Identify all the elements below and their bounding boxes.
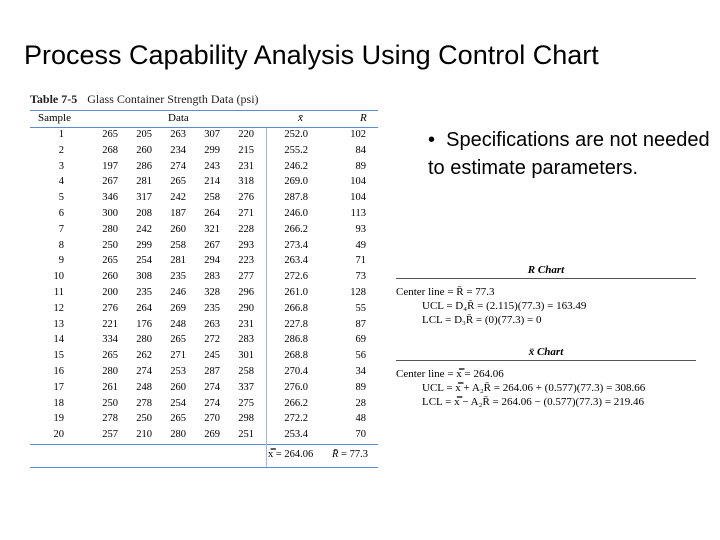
header-xbar: x̄	[298, 112, 303, 124]
cell-data: 248	[170, 318, 186, 330]
cell-xbar: 276.0	[284, 381, 308, 393]
cell-sample: 7	[58, 223, 64, 235]
cell-data: 321	[204, 223, 220, 235]
xbar-chart-ucl: UCL = x̿ + A₂R̄ = 264.06 + (0.577)(77.3) = 308.66	[422, 382, 646, 394]
cell-xbar: 266.2	[284, 223, 308, 235]
table-row	[30, 223, 378, 239]
cell-r: 28	[355, 397, 366, 409]
cell-data: 254	[136, 255, 152, 267]
cell-data: 265	[170, 176, 186, 188]
cell-data: 265	[170, 413, 186, 425]
cell-data: 287	[204, 365, 220, 377]
cell-data: 293	[238, 239, 254, 251]
bullet-point	[428, 126, 713, 182]
cell-data: 296	[238, 286, 254, 298]
cell-sample: 6	[58, 207, 64, 219]
cell-data: 263	[170, 129, 186, 140]
cell-data: 280	[102, 223, 118, 235]
cell-data: 235	[204, 302, 220, 314]
cell-xbar: 246.0	[284, 207, 308, 219]
cell-data: 318	[238, 176, 254, 188]
cell-data: 234	[170, 144, 186, 156]
cell-data: 275	[238, 397, 254, 409]
bullet-text: Specifications are not needed to estimate parameters.	[428, 129, 710, 179]
xbar-chart-formulas	[396, 346, 696, 409]
mean-range-value: = 77.3	[341, 448, 368, 460]
cell-xbar: 272.6	[284, 271, 308, 283]
cell-data: 269	[204, 429, 220, 441]
cell-xbar: 246.2	[284, 160, 308, 172]
cell-r: 87	[355, 318, 366, 330]
cell-data: 307	[204, 129, 220, 140]
cell-sample: 4	[58, 176, 64, 188]
cell-r: 71	[355, 255, 366, 267]
r-chart-formulas	[396, 264, 696, 327]
cell-data: 270	[204, 413, 220, 425]
cell-r: 48	[355, 413, 366, 425]
cell-sample: 17	[53, 381, 64, 393]
cell-data: 235	[170, 271, 186, 283]
cell-sample: 20	[53, 429, 64, 441]
cell-sample: 16	[53, 365, 64, 377]
cell-data: 267	[204, 239, 220, 251]
cell-data: 245	[204, 350, 220, 362]
r-chart-lcl: LCL = D₃R̄ = (0)(77.3) = 0	[422, 314, 542, 326]
cell-data: 250	[102, 397, 118, 409]
cell-data: 215	[238, 144, 254, 156]
strength-data-table	[30, 92, 378, 468]
cell-xbar: 266.2	[284, 397, 308, 409]
cell-data: 246	[170, 286, 186, 298]
grand-mean-value: = 264.06	[275, 448, 314, 460]
cell-data: 267	[102, 176, 118, 188]
cell-data: 268	[102, 144, 118, 156]
table-row	[30, 428, 378, 444]
table-row	[30, 207, 378, 223]
grand-mean-symbol: x̿	[268, 448, 274, 460]
mean-range-symbol: R̄	[332, 448, 339, 460]
table-header	[30, 111, 378, 127]
cell-data: 251	[238, 429, 254, 441]
cell-sample: 3	[58, 160, 64, 172]
cell-data: 290	[238, 302, 254, 314]
cell-data: 220	[238, 129, 254, 140]
cell-data: 264	[136, 302, 152, 314]
table-footer	[30, 445, 378, 467]
cell-data: 265	[102, 129, 118, 140]
cell-r: 56	[355, 350, 366, 362]
table-row	[30, 302, 378, 318]
table-row	[30, 412, 378, 428]
cell-r: 93	[355, 223, 366, 235]
cell-sample: 19	[53, 413, 64, 425]
cell-data: 269	[170, 302, 186, 314]
cell-data: 261	[102, 381, 118, 393]
cell-data: 265	[102, 350, 118, 362]
cell-data: 294	[204, 255, 220, 267]
cell-r: 70	[355, 429, 366, 441]
cell-data: 235	[136, 286, 152, 298]
table-row	[30, 349, 378, 365]
cell-data: 260	[102, 271, 118, 283]
cell-data: 272	[204, 334, 220, 346]
cell-xbar: 272.2	[284, 413, 308, 425]
cell-xbar: 252.0	[284, 129, 308, 140]
cell-data: 271	[170, 350, 186, 362]
cell-data: 278	[102, 413, 118, 425]
cell-r: 102	[350, 129, 366, 140]
cell-data: 301	[238, 350, 254, 362]
cell-data: 253	[170, 365, 186, 377]
table-bottom-rule	[30, 467, 378, 468]
cell-xbar: 268.8	[284, 350, 308, 362]
cell-sample: 15	[53, 350, 64, 362]
cell-r: 34	[355, 365, 366, 377]
table-label: Table 7-5	[30, 92, 78, 106]
cell-r: 49	[355, 239, 366, 251]
table-caption	[30, 92, 378, 108]
slide-title: Process Capability Analysis Using Control Chart	[24, 40, 599, 70]
table-row	[30, 397, 378, 413]
cell-r: 73	[355, 271, 366, 283]
cell-data: 242	[136, 223, 152, 235]
xbar-chart-lcl: LCL = x̿ − A₂R̄ = 264.06 − (0.577)(77.3) = 219.46	[422, 396, 645, 408]
cell-data: 277	[238, 271, 254, 283]
cell-data: 308	[136, 271, 152, 283]
cell-data: 299	[136, 239, 152, 251]
cell-data: 280	[102, 365, 118, 377]
mean-range	[332, 449, 368, 460]
cell-sample: 1	[58, 129, 64, 140]
cell-data: 300	[102, 207, 118, 219]
cell-r: 84	[355, 144, 366, 156]
cell-xbar: 261.0	[284, 286, 308, 298]
cell-data: 281	[170, 255, 186, 267]
cell-data: 346	[102, 192, 118, 204]
cell-data: 228	[238, 223, 254, 235]
cell-data: 214	[204, 176, 220, 188]
cell-data: 231	[238, 318, 254, 330]
cell-data: 265	[102, 255, 118, 267]
cell-data: 263	[204, 318, 220, 330]
cell-r: 89	[355, 381, 366, 393]
table-row	[30, 333, 378, 349]
cell-data: 250	[102, 239, 118, 251]
cell-data: 243	[204, 160, 220, 172]
cell-xbar: 266.8	[284, 302, 308, 314]
cell-sample: 9	[58, 255, 64, 267]
cell-r: 113	[350, 207, 366, 219]
cell-data: 257	[102, 429, 118, 441]
table-row	[30, 191, 378, 207]
table-row	[30, 175, 378, 191]
cell-xbar: 270.4	[284, 365, 308, 377]
cell-data: 281	[136, 176, 152, 188]
cell-r: 104	[350, 176, 366, 188]
cell-sample: 8	[58, 239, 64, 251]
xbar-chart-title: x̄ Chart	[528, 346, 564, 358]
cell-r: 89	[355, 160, 366, 172]
cell-data: 264	[204, 207, 220, 219]
table-row	[30, 365, 378, 381]
cell-data: 262	[136, 350, 152, 362]
cell-data: 283	[204, 271, 220, 283]
cell-xbar: 263.4	[284, 255, 308, 267]
bullet-marker: •	[428, 129, 447, 151]
cell-xbar: 253.4	[284, 429, 308, 441]
cell-data: 258	[170, 239, 186, 251]
cell-xbar: 227.8	[284, 318, 308, 330]
cell-r: 128	[350, 286, 366, 298]
grand-mean	[268, 449, 313, 460]
table-row	[30, 381, 378, 397]
xbar-chart-rule	[396, 360, 696, 361]
cell-data: 200	[102, 286, 118, 298]
xbar-chart-center: Center line = x̿ = 264.06	[396, 368, 504, 380]
cell-data: 337	[238, 381, 254, 393]
cell-xbar: 273.4	[284, 239, 308, 251]
cell-data: 250	[136, 413, 152, 425]
table-row	[30, 254, 378, 270]
cell-data: 274	[204, 381, 220, 393]
cell-data: 280	[170, 429, 186, 441]
cell-data: 278	[136, 397, 152, 409]
cell-sample: 13	[53, 318, 64, 330]
cell-data: 254	[170, 397, 186, 409]
cell-data: 205	[136, 129, 152, 140]
cell-data: 260	[170, 381, 186, 393]
cell-xbar: 287.8	[284, 192, 308, 204]
cell-data: 221	[102, 318, 118, 330]
cell-xbar: 269.0	[284, 176, 308, 188]
cell-data: 274	[170, 160, 186, 172]
table-row	[30, 144, 378, 160]
cell-data: 248	[136, 381, 152, 393]
cell-sample: 14	[53, 334, 64, 346]
cell-sample: 10	[53, 271, 64, 283]
header-data: Data	[168, 112, 189, 124]
cell-data: 280	[136, 334, 152, 346]
cell-data: 286	[136, 160, 152, 172]
table-row	[30, 286, 378, 302]
table-row	[30, 270, 378, 286]
cell-data: 283	[238, 334, 254, 346]
cell-data: 258	[204, 192, 220, 204]
cell-sample: 2	[58, 144, 64, 156]
header-sample: Sample	[38, 112, 71, 124]
cell-sample: 18	[53, 397, 64, 409]
r-chart-title: R Chart	[527, 264, 565, 276]
cell-data: 265	[170, 334, 186, 346]
header-r: R	[360, 112, 367, 124]
cell-sample: 12	[53, 302, 64, 314]
table-row	[30, 318, 378, 334]
cell-data: 260	[170, 223, 186, 235]
cell-data: 223	[238, 255, 254, 267]
r-chart-rule	[396, 278, 696, 279]
cell-data: 317	[136, 192, 152, 204]
cell-xbar: 255.2	[284, 144, 308, 156]
cell-data: 187	[170, 207, 186, 219]
cell-sample: 5	[58, 192, 64, 204]
cell-data: 210	[136, 429, 152, 441]
cell-data: 197	[102, 160, 118, 172]
table-row	[30, 128, 378, 144]
cell-r: 69	[355, 334, 366, 346]
cell-data: 274	[204, 397, 220, 409]
cell-data: 328	[204, 286, 220, 298]
cell-data: 276	[238, 192, 254, 204]
cell-data: 242	[170, 192, 186, 204]
cell-data: 299	[204, 144, 220, 156]
cell-data: 231	[238, 160, 254, 172]
table-row	[30, 160, 378, 176]
table-caption-text: Glass Container Strength Data (psi)	[87, 92, 259, 106]
cell-data: 260	[136, 144, 152, 156]
cell-data: 271	[238, 207, 254, 219]
table-row	[30, 239, 378, 255]
cell-r: 55	[355, 302, 366, 314]
r-chart-center: Center line = R̄ = 77.3	[396, 286, 495, 298]
cell-data: 258	[238, 365, 254, 377]
cell-data: 274	[136, 365, 152, 377]
cell-data: 298	[238, 413, 254, 425]
cell-data: 276	[102, 302, 118, 314]
r-chart-ucl: UCL = D₄R̄ = (2.115)(77.3) = 163.49	[422, 300, 587, 312]
cell-r: 104	[350, 192, 366, 204]
cell-xbar: 286.8	[284, 334, 308, 346]
table-footer-divider	[266, 445, 267, 467]
cell-data: 334	[102, 334, 118, 346]
cell-data: 208	[136, 207, 152, 219]
cell-sample: 11	[53, 286, 64, 298]
table-body	[30, 128, 378, 444]
cell-data: 176	[136, 318, 152, 330]
